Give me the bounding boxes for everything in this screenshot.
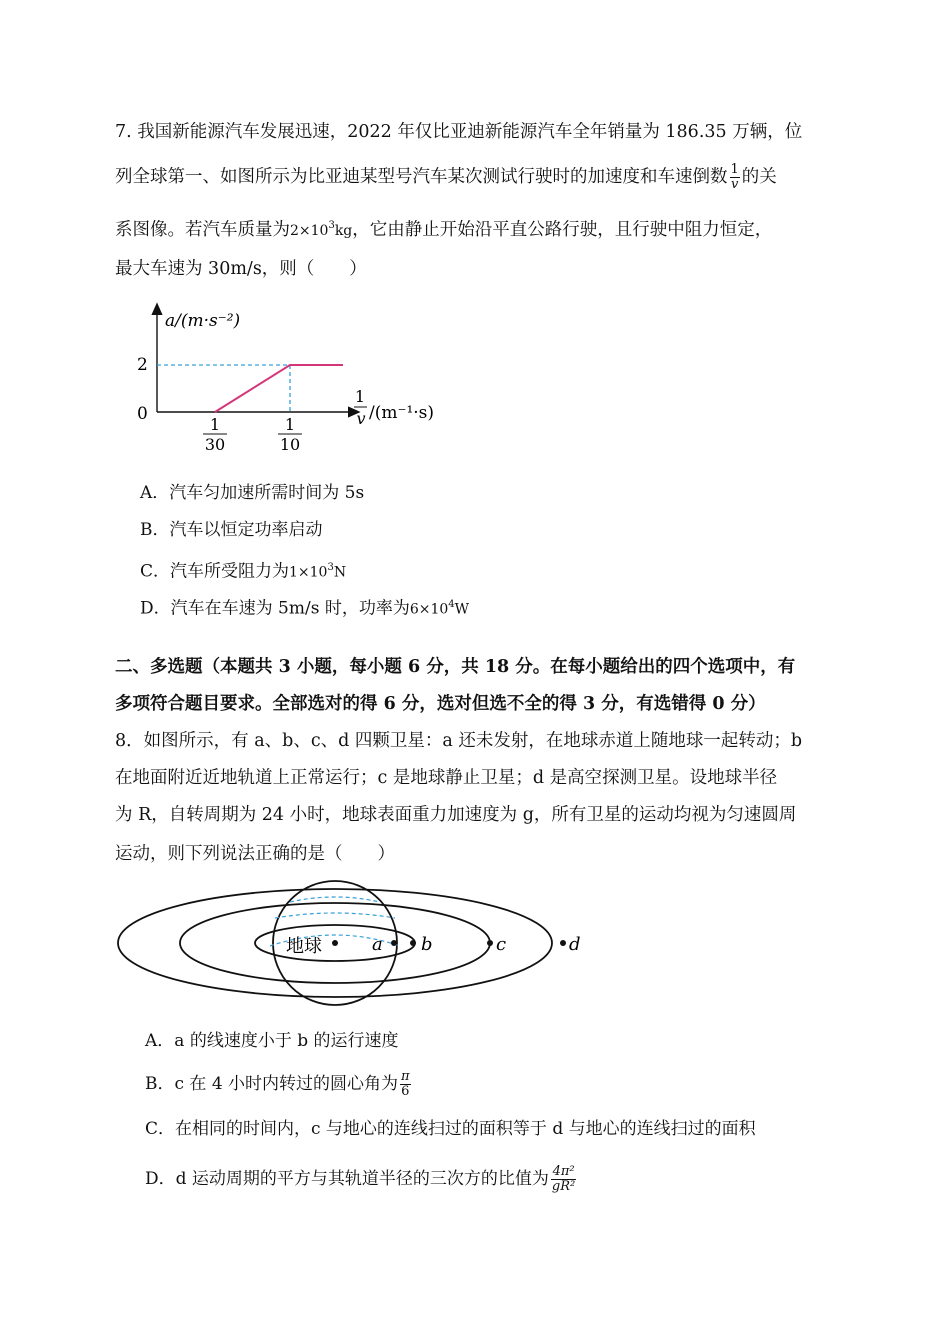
- graph-line: [215, 365, 343, 412]
- frac-num: 1: [730, 162, 739, 177]
- q8-option-b[interactable]: [145, 1070, 413, 1099]
- q8-line3: 为 R，自转周期为 24 小时，地球表面重力加速度为 g，所有卫星的运动均视为匀速圆周: [115, 805, 797, 825]
- q7-mass-unit: kg: [334, 222, 353, 239]
- q8-option-d[interactable]: [145, 1165, 578, 1194]
- satellite-a-dot: [391, 940, 397, 946]
- q7-line2-text-a: 列全球第一、如图所示为比亚迪某型号汽车某次测试行驶时的加速度和车速倒数: [115, 167, 728, 187]
- q7-option-a[interactable]: A．汽车匀加速所需时间为 5s: [140, 483, 365, 503]
- x-label-den: v: [356, 409, 366, 428]
- satellite-c-dot: [487, 940, 493, 946]
- q8-option-b-fraction: [400, 1070, 411, 1099]
- q7-acceleration-graph: [125, 298, 455, 458]
- origin-label: 0: [137, 404, 148, 424]
- q8-option-c[interactable]: C．在相同的时间内，c 与地心的连线扫过的面积等于 d 与地心的连线扫过的面积: [145, 1119, 756, 1139]
- q7-option-d[interactable]: [140, 593, 469, 622]
- section2-line1: 二、多选题（本题共 3 小题，每小题 6 分，共 18 分。在每小题给出的四个选项中，有: [115, 657, 796, 677]
- y-axis-label: a/(m·s⁻²): [165, 311, 241, 331]
- q7-option-d-text: D．汽车在车速为 5m/s 时，功率为: [140, 598, 410, 619]
- latitude-mid: [275, 913, 395, 918]
- q7-line1: 7. 我国新能源汽车发展迅速，2022 年仅比亚迪新能源汽车全年销量为 186.35 万辆，位: [115, 122, 803, 142]
- q7-line2-text-b: 的关: [741, 167, 777, 187]
- q7-option-b[interactable]: B．汽车以恒定功率启动: [140, 520, 323, 540]
- frac-den: v: [730, 177, 739, 192]
- q8-line1: 8．如图所示，有 a、b、c、d 四颗卫星：a 还未发射，在地球赤道上随地球一起转动；b: [115, 731, 803, 751]
- satellite-d-dot: [560, 940, 566, 946]
- q7-option-c-exp: 3: [327, 562, 334, 573]
- q7-line4: 最大车速为 30m/s，则（ ）: [115, 259, 367, 279]
- q7-mass-value: 2×10: [290, 222, 329, 239]
- q8-line4: 运动，则下列说法正确的是（ ）: [115, 844, 395, 864]
- q7-option-d-exp: 4: [448, 599, 455, 610]
- q7-option-c[interactable]: [140, 556, 346, 585]
- q8-option-d-fraction: [551, 1165, 576, 1194]
- label-c: c: [496, 934, 507, 955]
- x-tick1-den: 30: [204, 435, 226, 454]
- frac-num: π: [401, 1069, 410, 1084]
- q8-option-a[interactable]: A．a 的线速度小于 b 的运行速度: [145, 1031, 399, 1051]
- x-tick1-num: 1: [209, 415, 221, 434]
- q7-line2: [115, 163, 777, 192]
- x-tick2-num: 1: [284, 415, 296, 434]
- q8-line2: 在地面附近近地轨道上正常运行；c 是地球静止卫星；d 是高空探测卫星。设地球半径: [115, 768, 778, 788]
- label-d: d: [569, 934, 581, 955]
- earth-label: 地球: [286, 936, 322, 957]
- x-label-unit: /(m⁻¹·s): [369, 403, 435, 423]
- frac-num: 4π²: [552, 1164, 575, 1179]
- q7-option-d-unit: W: [454, 601, 470, 618]
- q7-option-c-text: C．汽车所受阻力为: [140, 561, 290, 582]
- q7-line3-text-b: ，它由静止开始沿平直公路行驶，且行驶中阻力恒定，: [352, 219, 773, 240]
- q7-option-c-value: 1×10: [289, 564, 328, 581]
- earth-center-dot: [332, 940, 338, 946]
- q7-option-d-value: 6×10: [409, 601, 449, 618]
- y-tick-2: 2: [137, 355, 148, 375]
- q8-option-d-text: D．d 运动周期的平方与其轨道半径的三次方的比值为: [145, 1169, 549, 1189]
- latitude-top: [290, 897, 380, 902]
- x-tick2-den: 10: [279, 435, 301, 454]
- q7-inverse-v-fraction: [730, 163, 740, 192]
- q7-mass-exp: 3: [328, 220, 335, 231]
- satellite-b-dot: [410, 940, 416, 946]
- q8-option-b-text: B．c 在 4 小时内转过的圆心角为: [145, 1074, 399, 1094]
- q8-orbit-diagram: [110, 880, 590, 1010]
- section2-line2: 多项符合题目要求。全部选对的得 6 分，选对但选不全的得 3 分，有选错得 0 分）: [115, 694, 766, 714]
- q7-option-c-unit: N: [333, 564, 347, 581]
- q7-line3-text-a: 系图像。若汽车质量为: [115, 219, 290, 240]
- label-a: a: [372, 934, 383, 955]
- q7-line3: [115, 214, 772, 243]
- x-label-num: 1: [354, 387, 366, 406]
- frac-den: gR²: [551, 1179, 576, 1194]
- label-b: b: [421, 934, 433, 955]
- frac-den: 6: [401, 1084, 410, 1099]
